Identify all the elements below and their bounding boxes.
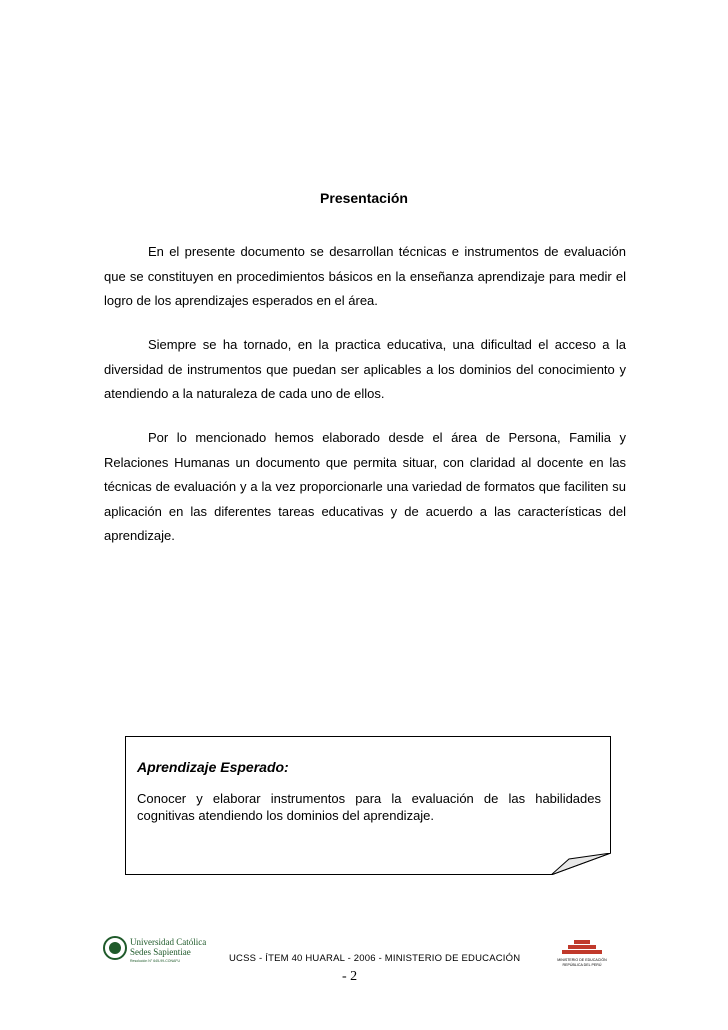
page-title: Presentación: [320, 190, 408, 206]
page-number: - 2: [342, 969, 358, 984]
ministry-logo-line1: MINISTERIO DE EDUCACIÓN: [557, 958, 607, 962]
paragraph-1: En el presente documento se desarrollan técnicas e instrumentos de evaluación que se constituyen en procedimientos básicos en la enseñanza aprendizaje para medir el logro de los aprendizajes esperados en el área.: [104, 244, 626, 308]
university-logo-line2: Sedes Sapientiae: [130, 947, 191, 957]
paragraph-3: Por lo mencionado hemos elaborado desde el área de Persona, Familia y Relaciones Humanas un documento que permita situar, con claridad al docente en las técnicas de evaluación y a la vez proporcionarle una variedad de formatos que faciliten su aplicación en las diferentes tareas educativas y de acuerdo a las características del aprendizaje.: [104, 430, 626, 543]
university-logo-line3: Resolución N° 645-99-CONAFU: [130, 959, 181, 963]
ministry-logo-line2: REPÚBLICA DEL PERÚ: [562, 963, 602, 967]
folded-corner-icon: [551, 853, 611, 875]
paragraph-2: Siempre se ha tornado, en la practica educativa, una dificultad el acceso a la diversidad de instrumentos que puedan ser aplicables a los dominios del conocimiento y atendiendo a la naturaleza de cada uno de ellos.: [104, 337, 626, 401]
ministry-logo: [554, 938, 610, 968]
university-logo: [102, 934, 208, 964]
learning-outcome-text: Conocer y elaborar instrumentos para la evaluación de las habilidades cognitivas atendiendo los dominios del aprendizaje.: [137, 791, 601, 823]
footer-text: UCSS - ÍTEM 40 HUARAL - 2006 - MINISTERIO DE EDUCACIÓN: [229, 953, 521, 964]
learning-outcome-title: Aprendizaje Esperado:: [137, 759, 289, 775]
university-logo-line1: Universidad Católica: [130, 937, 207, 947]
learning-outcome-box: [125, 736, 611, 875]
